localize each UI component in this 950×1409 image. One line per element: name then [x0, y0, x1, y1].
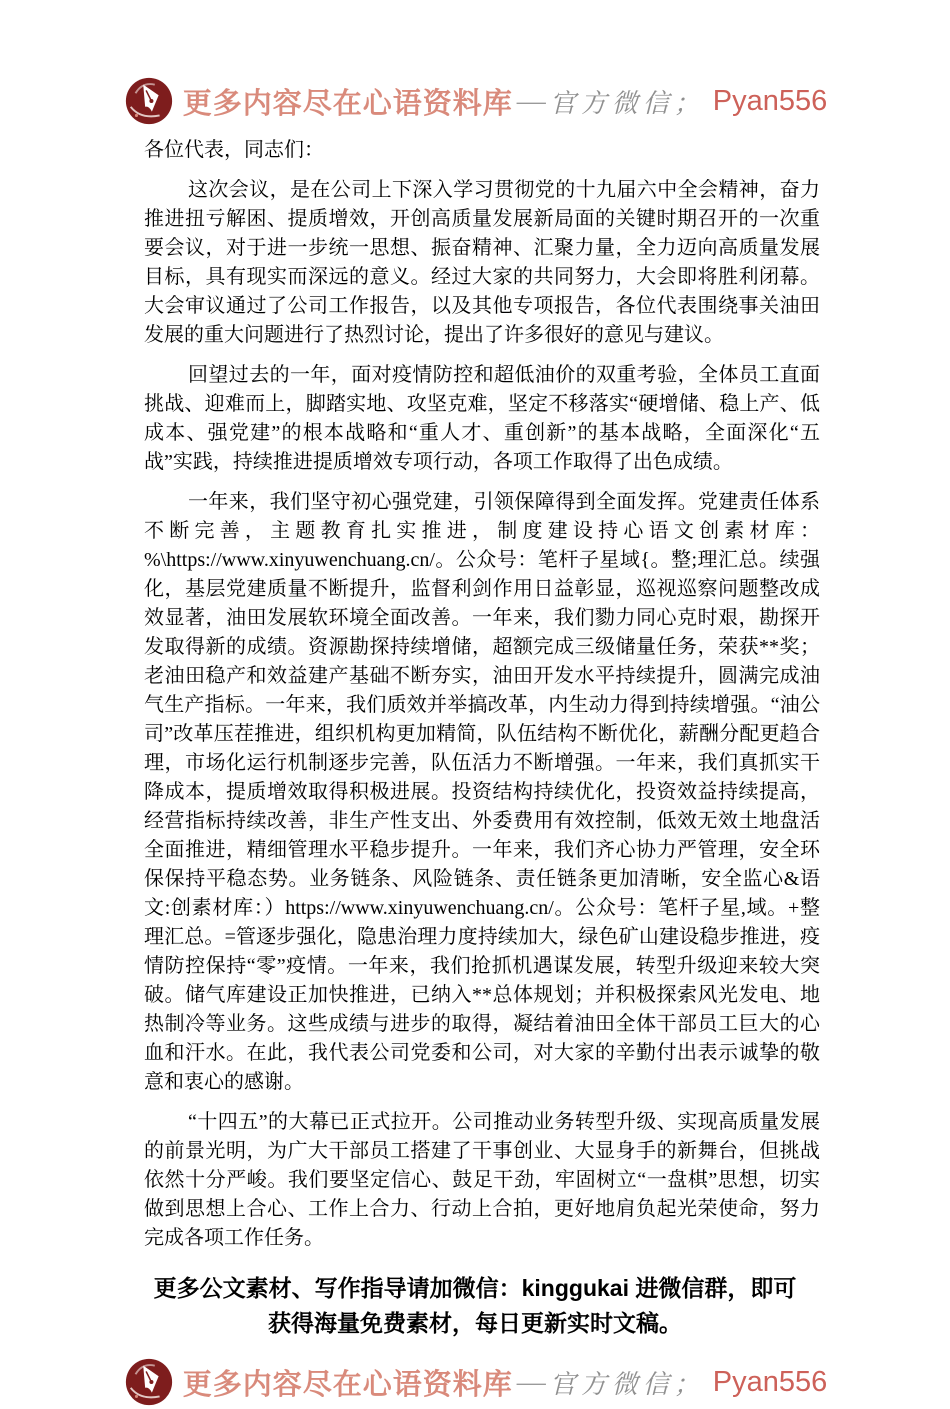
paragraph-opening: 这次会议，是在公司上下深入学习贯彻党的十九届六中全会精神，奋力推进扭亏解困、提质增效，开创高质量发展新局面的关键时期召开的一次重要会议，对于进一步统一思想、振奋精神、汇聚力量，全力迈向高质量发展目标，具有现实而深远的意义。经过大家的共同努力，大会即将胜利闭幕。大会审议通过了公司工作报告，以及其他专项报告，各位代表围绕事关油田发展的重大问题进行了热烈讨论，提出了许多很好的意见与建议。 [144, 179, 820, 346]
wechat-id: Pyan556 [712, 1365, 828, 1398]
promo-line-2: 获得海量免费素材，每日更新实时文稿。 [268, 1310, 682, 1336]
salutation: 各位代表，同志们： [144, 139, 324, 161]
brand-text: 更多内容尽在心语资料库 [182, 87, 513, 120]
header-brand-bar [0, 0, 950, 128]
wechat-id: Pyan556 [712, 84, 828, 117]
brand-dash: — [516, 84, 546, 117]
paragraph-review: 回望过去的一年，面对疫情防控和超低油价的双重考验，全体员工直面挑战、迎难而上，脚踏实地、攻坚克难，坚定不移落实“硬增储、稳上产、低成本、强党建”的根本战略和“重人才、重创新”的基本战略，全面深化“五战”实践，持续推进提质增效专项行动，各项工作取得了出色成绩。 [144, 364, 820, 473]
pen-logo-icon [123, 74, 175, 128]
wechat-label: 官方微信； [549, 88, 705, 118]
speech-document [144, 136, 820, 1253]
footer-brand-bar [0, 1341, 950, 1409]
paragraph-achievements: 一年来，我们坚守初心强党建，引领保障得到全面发挥。党建责任体系不断完善，主题教育扎实推进，制度建设持心语文创素材库：%\https://www.xinyuwenchuang.cn/。公众号：笔杆子星域{。整;理汇总。续强化，基层党建质量不断提升，监督利剑作用日益彰显，巡视巡察问题整改成效显著，油田发展软环境全面改善。一年来，我们勠力同心克时艰，勘探开发取得新的成绩。资源勘探持续增储，超额完成三级储量任务，荣获**奖；老油田稳产和效益建产基础不断夯实，油田开发水平持续提升，圆满完成油气生产指标。一年来，我们质效并举搞改革，内生动力得到持续增强。“油公司”改革压茬推进，组织机构更加精简，队伍结构不断优化，薪酬分配更趋合理，市场化运行机制逐步完善，队伍活力不断增强。一年来，我们真抓实干降成本，提质增效取得积极进展。投资结构持续优化，投资效益持续提高，经营指标持续改善，非生产性支出、外委费用有效控制，低效无效土地盘活全面推进，精细管理水平稳步提升。一年来，我们齐心协力严管理，安全环保保持平稳态势。业务链条、风险链条、责任链条更加清晰，安全监心&语文:创素材库：）https://www.xinyuwenchuang.cn/。公众号：笔杆子星,域。+整理汇总。=管逐步强化，隐患治理力度持续加大，绿色矿山建设稳步推进，疫情防控保持“零”疫情。一年来，我们抢抓机遇谋发展，转型升级迎来较大突破。储气库建设正加快推进，已纳入**总体规划；并积极探索风光发电、地热制冷等业务。这些成绩与进步的取得，凝结着油田全体干部员工巨大的心血和汗水。在此，我代表公司党委和公司，对大家的辛勤付出表示诚挚的敬意和衷心的感谢。 [144, 491, 820, 1093]
brand-text: 更多内容尽在心语资料库 [182, 1368, 513, 1401]
promo-banner [0, 1271, 950, 1341]
paragraph-outlook: “十四五”的大幕已正式拉开。公司推动业务转型升级、实现高质量发展的前景光明，为广大干部员工搭建了干事创业、大显身手的新舞台，但挑战依然十分严峻。我们要坚定信心、鼓足干劲，牢固树立“一盘棋”思想，切实做到思想上合心、工作上合力、行动上合拍，更好地肩负起光荣使命，努力完成各项工作任务。 [144, 1111, 820, 1249]
wechat-label: 官方微信； [549, 1369, 705, 1399]
brand-dash: — [516, 1365, 546, 1398]
pen-logo-icon [123, 1355, 175, 1409]
promo-line-1: 更多公文素材、写作指导请加微信：kinggukai 进微信群，即可 [153, 1275, 797, 1301]
